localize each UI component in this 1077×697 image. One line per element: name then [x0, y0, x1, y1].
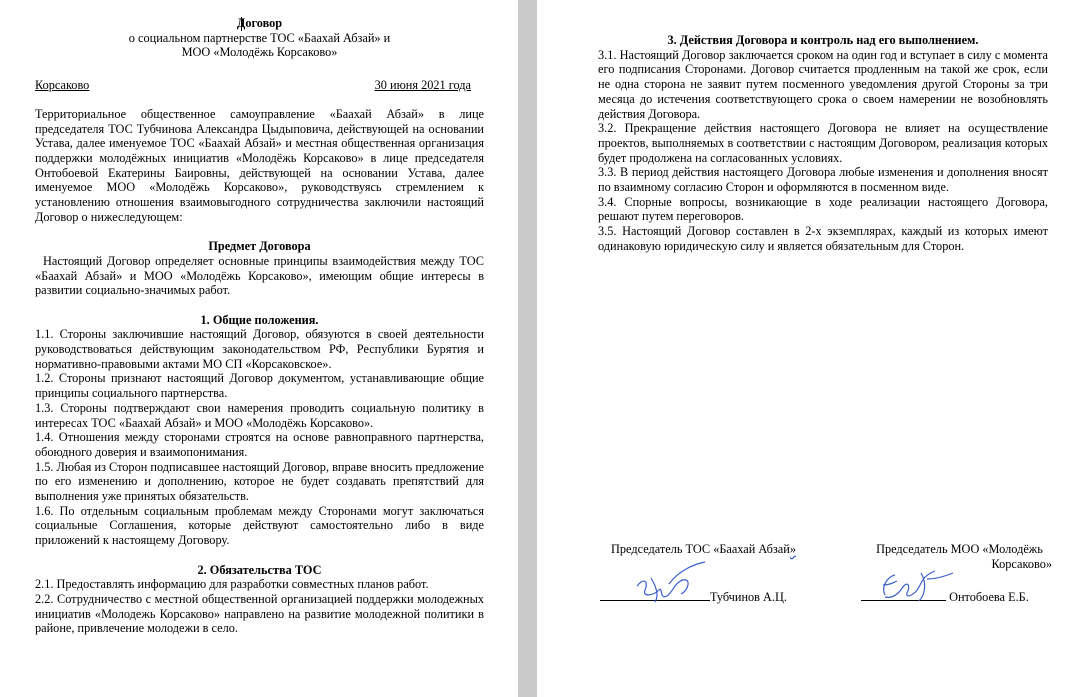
document-subtitle-1[interactable]: о социальном партнерстве ТОС «Баахай Абзай» и — [128, 30, 391, 45]
section-3-heading[interactable]: 3. Действия Договора и контроль над его выполнением. — [667, 33, 979, 47]
clause-2-1[interactable]: 2.1. Предоставлять информацию для разработки совместных планов работ. — [35, 577, 429, 592]
signatory-right-title-line1: Председатель МОО «Молодёжь — [876, 542, 1043, 556]
clause-1-3[interactable]: 1.3. Стороны подтверждают свои намерения проводить социальную политику в интересах ТОС «Баахай Абзай» и МОО «Молодёжь Корсаково». — [35, 400, 484, 430]
signatory-left-title-tail: » — [789, 542, 796, 556]
contract-date[interactable]: 30 июня 2021 года — [374, 78, 471, 93]
clause-1-2[interactable]: 1.2. Стороны признают настоящий Договор документом, устанавливающие общие принципы социального партнерства. — [35, 371, 484, 401]
document-page-right — [537, 0, 1077, 697]
clause-3-4[interactable]: 3.4. Спорные вопросы, возникающие в ходе реализации настоящего Договора, решают путем переговоров. — [598, 194, 1048, 224]
clause-1-6[interactable]: 1.6. По отдельным социальным проблемам между Сторонами могут заключаться социальные Соглашения, которые действуют самостоятельно либо в виде приложений к настоящему Договору. — [35, 503, 484, 548]
signatory-left-name[interactable]: Тубчинов А.Ц. — [710, 590, 787, 604]
signatory-right-title-line2: Корсаково» — [991, 556, 1052, 571]
signatory-right-name[interactable]: Онтобоева Е.Б. — [949, 590, 1029, 604]
clause-1-1[interactable]: 1.1. Стороны заключившие настоящий Договор, обязуются в своей деятельности руководствоваться действующим законодательством РФ, Республики Бурятия и нормативно-правовыми актами МО СП «Корсаковское». — [35, 327, 484, 371]
subject-heading[interactable]: Предмет Договора — [208, 239, 311, 254]
signatory-left-title-main: Председатель ТОС «Баахай Абзай — [611, 542, 790, 556]
clause-3-2[interactable]: 3.2. Прекращение действия настоящего Договора не влияет на осуществление проектов, выполняемых в соответствии с настоящим Договором, реализация которых будет продолжена на согласованных условиях. — [598, 121, 1048, 165]
place-name[interactable]: Корсаково — [35, 78, 90, 93]
document-page-left — [0, 0, 518, 697]
clause-3-3[interactable]: 3.3. В период действия настоящего Договора любые изменения и дополнения вносят по взаимному согласию Сторон и оформляются в посменном виде. — [598, 165, 1048, 195]
clause-3-1[interactable]: 3.1. Настоящий Договор заключается сроком на один год и вступает в силу с момента его подписания Сторонами. Договор считается продленным на такой же срок, если не одна сторона не заявит путем посменного уведомления другой Стороны за три месяца до истечения соответствующего срока о своем намерении не возобновлять действия Договора. — [598, 47, 1048, 121]
clause-1-5[interactable]: 1.5. Любая из Сторон подписавшее настоящий Договор, вправе вносить предложение по его изменению и дополнению, которое не будет создавать препятствий для выполнения уже принятых обязательств. — [35, 459, 484, 504]
signatory-left-title[interactable] — [611, 542, 796, 557]
clause-2-2[interactable]: 2.2. Сотрудничество с местной общественной организацией поддержки молодежных инициатив «Молодежь Корсаково» направлено на развитие молодежной политики в районе, привлечение молодежи в село. — [35, 591, 484, 636]
intro-paragraph[interactable]: Территориальное общественное самоуправление «Баахай Абзай» в лице председателя ТОС Тубчинова Александра Цыдыповича, действующей на основании Устава, далее именуемое ТОС «Баахай Абзай» и местная общественная организация поддержки молодёжных инициатив «Молодёжь Корсаково» в лице председателя Онтобоевой Екатерины Баировны, действующей на основании Устава, далее именуемое МОО «Молодёжь Корсаково», руководствуясь стремлением к установлению отношения взаимовыгодного сотрудничества заключили настоящий Договор о нижеследующем: — [35, 106, 484, 224]
signature-right-image — [875, 565, 955, 605]
page-left-content — [35, 16, 484, 636]
document-title[interactable]: Договор — [236, 16, 283, 30]
clause-1-4[interactable]: 1.4. Отношения между сторонами строятся на основе равноправного партнерства, обоюдного доверия и взаимопонимания. — [35, 430, 484, 459]
section-1-heading[interactable]: 1. Общие положения. — [200, 312, 319, 327]
section-2-heading[interactable]: 2. Обязательства ТОС — [197, 562, 322, 577]
place-date-row — [35, 78, 471, 93]
clause-3-5[interactable]: 3.5. Настоящий Договор составлен в 2-х экземплярах, каждый из которых имеют одинаковую юридическую силу и является обязательным для Сторон. — [598, 224, 1048, 253]
signature-left-image — [629, 560, 709, 605]
subject-paragraph[interactable]: Настоящий Договор определяет основные принципы взаимодействия между ТОС «Баахай Абзай» и МОО «Молодёжь Корсаково», имеющим общие интересы в развитии социально-значимых работ. — [35, 253, 484, 298]
document-subtitle-2[interactable]: МОО «Молодёжь Корсаково» — [181, 45, 338, 60]
page-right-content — [598, 33, 1048, 254]
